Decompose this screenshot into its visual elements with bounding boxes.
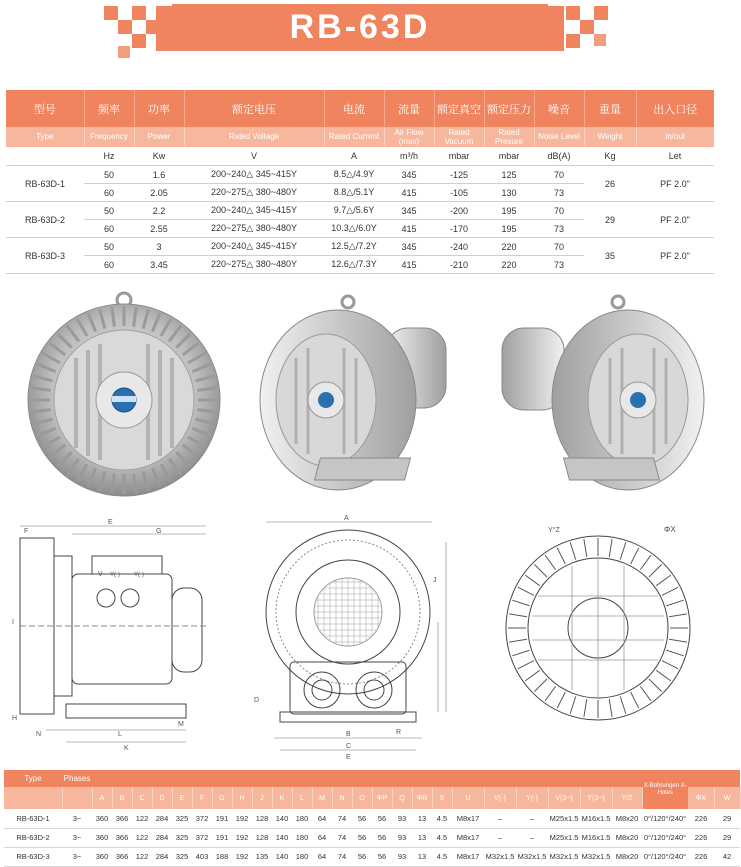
decor-square [132, 6, 146, 20]
spec-header-en [6, 127, 714, 147]
dim-label: J [433, 577, 437, 584]
header-en: Power [134, 127, 184, 147]
cell-kw: 2.2 [134, 202, 184, 220]
cell-kw: 3.45 [134, 256, 184, 274]
col-header: B [112, 787, 132, 809]
dim-label: M [178, 721, 184, 728]
unit-cell: A [324, 147, 384, 166]
cell-current: 8.8△/5.1Y [324, 184, 384, 202]
col-header: Y/Z [612, 787, 642, 809]
dim-cell: 188 [212, 847, 232, 866]
decor-square [566, 34, 580, 48]
dim-cell: 325 [172, 847, 192, 866]
cell-hz: 50 [84, 166, 134, 184]
cell-hz: 60 [84, 184, 134, 202]
dim-cell: – [484, 809, 516, 828]
cell-voltage: 220~275△ 380~480Y [184, 220, 324, 238]
dim-label: E [108, 519, 113, 526]
cell-noise: 70 [534, 238, 584, 256]
unit-cell [6, 147, 84, 166]
col-header: F [192, 787, 212, 809]
dim-cell: 226 [688, 828, 714, 847]
dim-label: Y°Z [548, 527, 560, 534]
dim-cell: – [484, 828, 516, 847]
row-type: RB-63D-3 [4, 847, 62, 866]
blower-rear-photo [498, 288, 708, 498]
cell-kw: 3 [134, 238, 184, 256]
cell-current: 12.5△/7.2Y [324, 238, 384, 256]
table-row [4, 847, 740, 866]
table-row [6, 166, 714, 184]
dim-cell: M32x1.5 [548, 847, 580, 866]
cell-pressure: 195 [484, 220, 534, 238]
dim-cell: M16x1.5 [580, 828, 612, 847]
col-header: M [312, 787, 332, 809]
dim-cell: M8x20 [612, 847, 642, 866]
dim-cell: 192 [232, 847, 252, 866]
dim-cell: 366 [112, 809, 132, 828]
dim-cell: M8x17 [452, 809, 484, 828]
col-header: K [272, 787, 292, 809]
dim-cell: 56 [352, 809, 372, 828]
dim-label: B [346, 731, 351, 738]
cell-voltage: 200~240△ 345~415Y [184, 202, 324, 220]
model-type: RB-63D-3 [6, 238, 84, 274]
table-row [4, 828, 740, 847]
dim-cell: 325 [172, 809, 192, 828]
inlet-grid [314, 578, 382, 646]
cell-pressure: 130 [484, 184, 534, 202]
dim-cell: 128 [252, 809, 272, 828]
cell-weight: 35 [584, 238, 636, 274]
header-en: Frequency [84, 127, 134, 147]
dim-cell: 191 [212, 809, 232, 828]
header-cn: 电流 [324, 91, 384, 127]
row-phase: 3~ [62, 809, 92, 828]
header-cn: 功率 [134, 91, 184, 127]
dim-cell: 140 [272, 809, 292, 828]
dim-cell: 4.5 [432, 828, 452, 847]
col-header: Y(-) [516, 787, 548, 809]
dim-label: H [12, 715, 18, 722]
dim-cell: 0°/120°/240° [642, 828, 688, 847]
dim-cell: 74 [332, 809, 352, 828]
blower-front-photo [24, 288, 224, 498]
dim-cell: 29 [714, 809, 740, 828]
decor-square [566, 6, 580, 20]
unit-cell: mbar [484, 147, 534, 166]
table-row [6, 238, 714, 256]
cell-weight: 29 [584, 202, 636, 238]
dim-cell: 56 [372, 828, 392, 847]
header-en: Type [6, 127, 84, 147]
cell-voltage: 220~275△ 380~480Y [184, 184, 324, 202]
page-title: RB-63D [289, 8, 431, 46]
dim-cell: M32x1.5 [516, 847, 548, 866]
col-header: Q [392, 787, 412, 809]
cell-weight: 26 [584, 166, 636, 202]
dim-cell: 180 [292, 809, 312, 828]
col-header: ΦP [372, 787, 392, 809]
dim-cell: 4.5 [432, 847, 452, 866]
spec-table [6, 90, 714, 274]
dim-cell: 284 [152, 809, 172, 828]
cell-hz: 50 [84, 238, 134, 256]
dim-cell: M16x1.5 [580, 809, 612, 828]
header-cn: 出入口径 [636, 91, 714, 127]
unit-cell: mbar [434, 147, 484, 166]
front-view-drawing [250, 512, 460, 760]
dim-label: ΦX [664, 525, 676, 534]
cell-current: 8.5△/4.9Y [324, 166, 384, 184]
dim-cell: 42 [714, 847, 740, 866]
cell-vacuum: -240 [434, 238, 484, 256]
dim-header-row-1 [4, 770, 740, 787]
dim-cell: – [516, 828, 548, 847]
col-header: O [352, 787, 372, 809]
dim-label: Y(-) [134, 572, 144, 578]
dim-label: K [124, 745, 129, 752]
cell-voltage: 220~275△ 380~480Y [184, 256, 324, 274]
dim-label: C [346, 743, 352, 750]
dim-cell: 93 [392, 847, 412, 866]
cell-current: 10.3△/6.0Y [324, 220, 384, 238]
header-cn: 额定电压 [184, 91, 324, 127]
col-header: V(3~) [548, 787, 580, 809]
cell-kw: 1.6 [134, 166, 184, 184]
header-en: Air Flow (max) [384, 127, 434, 147]
unit-cell: dB(A) [534, 147, 584, 166]
header-cn: 额定压力 [484, 91, 534, 127]
header-cn: 噪音 [534, 91, 584, 127]
cell-vacuum: -210 [434, 256, 484, 274]
cell-flow: 345 [384, 202, 434, 220]
col-header: J [252, 787, 272, 809]
cell-noise: 70 [534, 166, 584, 184]
dim-cell: 74 [332, 847, 352, 866]
dim-label: I [12, 619, 14, 626]
dim-cell: 135 [252, 847, 272, 866]
dim-cell: 284 [152, 847, 172, 866]
back-view-drawing [494, 516, 704, 736]
dim-cell: 64 [312, 847, 332, 866]
col-header: Y(3~) [580, 787, 612, 809]
dim-cell: M8x20 [612, 828, 642, 847]
dim-cell: 226 [688, 809, 714, 828]
unit-cell: Let [636, 147, 714, 166]
dim-cell: 122 [132, 809, 152, 828]
header-en: in/out [636, 127, 714, 147]
header-en: Rated Presure [484, 127, 534, 147]
unit-cell: Kg [584, 147, 636, 166]
dim-cell: 56 [352, 828, 372, 847]
cell-vacuum: -125 [434, 166, 484, 184]
dim-label: D [254, 697, 260, 704]
row-phase: 3~ [62, 847, 92, 866]
cell-port: PF 2.0" [636, 202, 714, 238]
dim-cell: 64 [312, 828, 332, 847]
cell-flow: 415 [384, 220, 434, 238]
dim-cell: 0°/120°/240° [642, 809, 688, 828]
dimension-table [4, 770, 741, 867]
cell-port: PF 2.0" [636, 238, 714, 274]
decor-square [156, 6, 172, 51]
row-type: RB-63D-2 [4, 828, 62, 847]
dim-cell: 13 [412, 847, 432, 866]
dim-cell: M25x1.5 [548, 809, 580, 828]
dim-cell: 372 [192, 828, 212, 847]
cell-port: PF 2.0" [636, 166, 714, 202]
col-header: V(-) [484, 787, 516, 809]
decor-square [118, 46, 130, 58]
cell-vacuum: -170 [434, 220, 484, 238]
dimension-rows [4, 809, 740, 866]
cell-flow: 345 [384, 238, 434, 256]
header-type: Type [4, 770, 62, 787]
decor-square [118, 20, 132, 34]
dim-cell: 180 [292, 828, 312, 847]
dim-cell: 360 [92, 828, 112, 847]
col-header: C [132, 787, 152, 809]
header-en: Rated Vacuum [434, 127, 484, 147]
header-en: Rated Voltage [184, 127, 324, 147]
dim-cell: 192 [232, 828, 252, 847]
title-banner [0, 0, 720, 62]
dim-cell: 74 [332, 828, 352, 847]
col-header: E [172, 787, 192, 809]
dim-cell: 56 [372, 847, 392, 866]
dim-cell: M8x20 [612, 809, 642, 828]
col-header: N [332, 787, 352, 809]
cell-noise: 73 [534, 256, 584, 274]
dim-cell: M32x1.5 [484, 847, 516, 866]
dim-cell: M8x17 [452, 828, 484, 847]
cell-hz: 50 [84, 202, 134, 220]
dim-cell: 4.5 [432, 809, 452, 828]
dim-label: A [344, 515, 349, 522]
dim-cell: 366 [112, 828, 132, 847]
model-type: RB-63D-2 [6, 202, 84, 238]
table-row [6, 202, 714, 220]
cell-current: 12.6△/7.3Y [324, 256, 384, 274]
cell-current: 9.7△/5.6Y [324, 202, 384, 220]
unit-cell: Hz [84, 147, 134, 166]
table-row [4, 809, 740, 828]
unit-cell: m³/h [384, 147, 434, 166]
header-cn: 重量 [584, 91, 636, 127]
dim-cell: 140 [272, 828, 292, 847]
col-header: H [232, 787, 252, 809]
dim-label: R [396, 729, 402, 736]
cell-noise: 73 [534, 184, 584, 202]
blower-angle-photo [256, 288, 466, 498]
unit-cell: V [184, 147, 324, 166]
decor-square [580, 20, 594, 34]
cell-noise: 73 [534, 220, 584, 238]
cell-noise: 70 [534, 202, 584, 220]
decor-square [548, 6, 564, 51]
dim-cell: 180 [292, 847, 312, 866]
dim-label: L [118, 731, 122, 738]
col-header: ΦX [688, 787, 714, 809]
cell-pressure: 125 [484, 166, 534, 184]
dim-label: V [98, 571, 103, 578]
header-cn: 流量 [384, 91, 434, 127]
dim-label: N [36, 731, 42, 738]
dim-label: F [24, 528, 29, 535]
dim-label: E [346, 754, 351, 761]
side-view-drawing [6, 516, 220, 756]
header-en: Noise Level [534, 127, 584, 147]
cell-kw: 2.55 [134, 220, 184, 238]
dim-label: Y(-) [110, 572, 120, 578]
cell-vacuum: -200 [434, 202, 484, 220]
cell-flow: 415 [384, 256, 434, 274]
decor-square [104, 6, 118, 20]
col-header: U [452, 787, 484, 809]
cell-voltage: 200~240△ 345~415Y [184, 238, 324, 256]
spec-header-cn [6, 91, 714, 127]
cell-pressure: 195 [484, 202, 534, 220]
decor-square [594, 6, 608, 20]
dim-label: G [156, 528, 162, 535]
dim-cell: 122 [132, 847, 152, 866]
col-header: W [714, 787, 740, 809]
col-header: S [432, 787, 452, 809]
col-header: D [152, 787, 172, 809]
dim-cell: M25x1.5 [548, 828, 580, 847]
dim-cell: 64 [312, 809, 332, 828]
dim-cell: – [516, 809, 548, 828]
dim-cell: 128 [252, 828, 272, 847]
dim-cell: 284 [152, 828, 172, 847]
dim-cell: 0°/120°/240° [642, 847, 688, 866]
col-header: G [212, 787, 232, 809]
dim-cell: 140 [272, 847, 292, 866]
dim-cell: 93 [392, 809, 412, 828]
header-cn: 型号 [6, 91, 84, 127]
row-phase: 3~ [62, 828, 92, 847]
dim-cell: 192 [232, 809, 252, 828]
decor-square [132, 34, 146, 48]
cell-pressure: 220 [484, 256, 534, 274]
header-en: Weight [584, 127, 636, 147]
mounting-base [315, 458, 411, 480]
dim-cell: 366 [112, 847, 132, 866]
header-phases: Phases [62, 770, 92, 787]
decor-square [594, 34, 606, 46]
dim-cell: 403 [192, 847, 212, 866]
unit-cell: Kw [134, 147, 184, 166]
dim-cell: 13 [412, 809, 432, 828]
cell-voltage: 200~240△ 345~415Y [184, 166, 324, 184]
dim-cell: 372 [192, 809, 212, 828]
dim-cell: 93 [392, 828, 412, 847]
dim-cell: 29 [714, 828, 740, 847]
col-header: A [92, 787, 112, 809]
col-header: ΦR [412, 787, 432, 809]
dim-cell: 13 [412, 828, 432, 847]
cell-flow: 415 [384, 184, 434, 202]
dim-cell: 360 [92, 847, 112, 866]
dim-cell: M32x1.5 [580, 847, 612, 866]
cell-hz: 60 [84, 220, 134, 238]
dim-cell: 56 [372, 809, 392, 828]
spec-units-row [6, 147, 714, 166]
model-type: RB-63D-1 [6, 166, 84, 202]
dim-cell: 191 [212, 828, 232, 847]
dim-cell: 360 [92, 809, 112, 828]
col-header: L [292, 787, 312, 809]
header-xholes: X-Bohrungen X-Holes [642, 770, 688, 809]
row-type: RB-63D-1 [4, 809, 62, 828]
cell-pressure: 220 [484, 238, 534, 256]
dim-cell: 325 [172, 828, 192, 847]
header-cn: 额定真空 [434, 91, 484, 127]
dim-header-row-2 [4, 787, 740, 809]
cell-hz: 60 [84, 256, 134, 274]
header-en: Rated Current [324, 127, 384, 147]
dim-cell: 122 [132, 828, 152, 847]
cell-flow: 345 [384, 166, 434, 184]
dim-cell: 56 [352, 847, 372, 866]
header-cn: 频率 [84, 91, 134, 127]
dim-cell: 226 [688, 847, 714, 866]
cell-kw: 2.05 [134, 184, 184, 202]
cell-vacuum: -105 [434, 184, 484, 202]
dim-cell: M8x17 [452, 847, 484, 866]
